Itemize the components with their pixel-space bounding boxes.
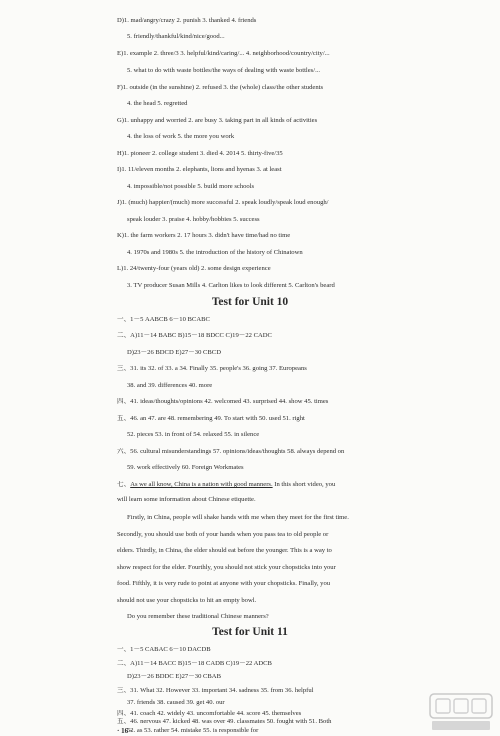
answer-line: 4. 1970s and 1980s 5. the introduction of the history of Chinatown <box>127 249 303 256</box>
answer-line: D)1. mad/angry/crazy 2. punish 3. thanked 4. friends <box>117 17 257 24</box>
answer-line: speak louder 3. praise 4. hobby/hobbies 5. success <box>127 216 260 223</box>
section-title-unit10: Test for Unit 10 <box>211 296 289 308</box>
essay-line: elders. Thirdly, in China, the elder should eat before the younger. This is a way to <box>117 547 332 554</box>
essay-first-line <box>117 481 489 489</box>
essay-line: will learn some information about Chinese etiquette. <box>117 496 256 503</box>
answer-line: E)1. example 2. three/3 3. helpful/kind/caring/... 4. neighborhood/country/city/... <box>117 50 330 57</box>
answer-line: 5. what to do with waste bottles/the ways of dealing with waste bottles/... <box>127 67 321 74</box>
answer-line: 4. impossible/not possible 5. build more schools <box>127 183 255 190</box>
answer-line: 4. the head 5. regretted <box>127 100 188 107</box>
essay-line: Secondly, you should use both of your hands when you pass tea to old people or <box>117 531 329 538</box>
answer-line: 三、31. its 32. of 33. a 34. Finally 35. people's 36. going 37. Europeans <box>117 365 307 372</box>
answer-line: D)23－26 BDDC E)27－30 CBAB <box>127 673 221 680</box>
answer-line: 3. TV producer Susan Mills 4. Carlton likes to look different 5. Carlton's beard <box>127 282 335 289</box>
essay-line: food. Fifthly, it is very rude to point at anyone with your chopsticks. Finally, you <box>117 580 331 587</box>
answer-line: 六、56. cultural misunderstandings 57. opinions/ideas/thoughts 58. always depend on <box>117 448 345 455</box>
answer-line: 四、41. ideas/thoughts/opinions 42. welcomed 43. surprised 44. show 45. times <box>117 398 329 405</box>
essay-topic-sentence: As we all know, China is a nation with good manners. <box>130 481 273 488</box>
answer-line: I)1. 11/eleven months 2. elephants, lions and hyenas 3. at least <box>117 166 282 173</box>
section-title-unit11: Test for Unit 11 <box>212 626 288 638</box>
essay-text: In this short video, you <box>272 481 336 488</box>
answer-line: L)1. 24/twenty-four (years old) 2. some design experience <box>117 265 271 272</box>
answer-line: D)23－26 BDCD E)27－30 CBCD <box>127 349 221 356</box>
answer-line: 59. work effectively 60. Foreign Workmates <box>127 464 244 471</box>
essay-line: Firstly, in China, people will shake hands with me when they meet for the first time. <box>127 514 349 521</box>
answer-line: 52. pieces 53. in front of 54. relaxed 55. in silence <box>127 431 260 438</box>
essay-section-label: 七、 <box>117 481 131 488</box>
answer-line: 五、46. an 47. are 48. remembering 49. To start with 50. used 51. right <box>117 415 305 422</box>
essay-line: Do you remember these traditional Chinese manners? <box>127 613 269 620</box>
answer-line: 二、A)11－14 BABC B)15－18 BDCC C)19－22 CADC <box>117 332 272 339</box>
answer-line: 一、1－5 AABCB 6－10 BCABC <box>117 316 210 323</box>
watermark-logo-icon <box>428 692 494 732</box>
answer-line: 一、1－5 CABAC 6－10 DACDB <box>117 646 211 653</box>
answer-line: 52. as 53. rather 54. mistake 55. is responsible for <box>127 727 259 734</box>
answer-line: 5. friendly/thankful/kind/nice/good... <box>127 33 225 40</box>
answer-line: 三、31. What 32. However 33. important 34. sadness 35. from 36. helpful <box>117 687 314 694</box>
essay-line: show respect for the elder. Fourthly, you should not stick your chopsticks into your <box>117 564 336 571</box>
answer-line: 五、46. nervous 47. kicked 48. was over 49. classmates 50. fought with 51. Both <box>117 718 332 725</box>
answer-line: F)1. outside (in the sunshine) 2. refused 3. the (whole) class/the other students <box>117 84 324 91</box>
answer-line: 38. and 39. differences 40. more <box>127 382 213 389</box>
essay-line: should not use your chopsticks to hit an empty bowl. <box>117 597 257 604</box>
answer-line: G)1. unhappy and worried 2. are busy 3. taking part in all kinds of activities <box>117 117 318 124</box>
answer-line: 4. the loss of work 5. the more you work <box>127 133 235 140</box>
answer-line: 四、41. coach 42. widely 43. uncomfortable 44. score 45. themselves <box>117 710 302 717</box>
answer-line: H)1. pioneer 2. college student 3. died 4. 2014 5. thirty-five/35 <box>117 150 283 157</box>
answer-line: K)1. the farm workers 2. 17 hours 3. didn't have time/had no time <box>117 232 291 239</box>
answer-line: 二、A)11－14 BACC B)15－18 CADB C)19－22 ADCB <box>117 660 272 667</box>
answer-line: J)1. (much) happier/(much) more successful 2. speak loudly/speak loud enough/ <box>117 199 329 206</box>
answer-line: 37. friends 38. caused 39. get 40. our <box>127 699 225 706</box>
page-number: · 16 · <box>117 727 133 735</box>
